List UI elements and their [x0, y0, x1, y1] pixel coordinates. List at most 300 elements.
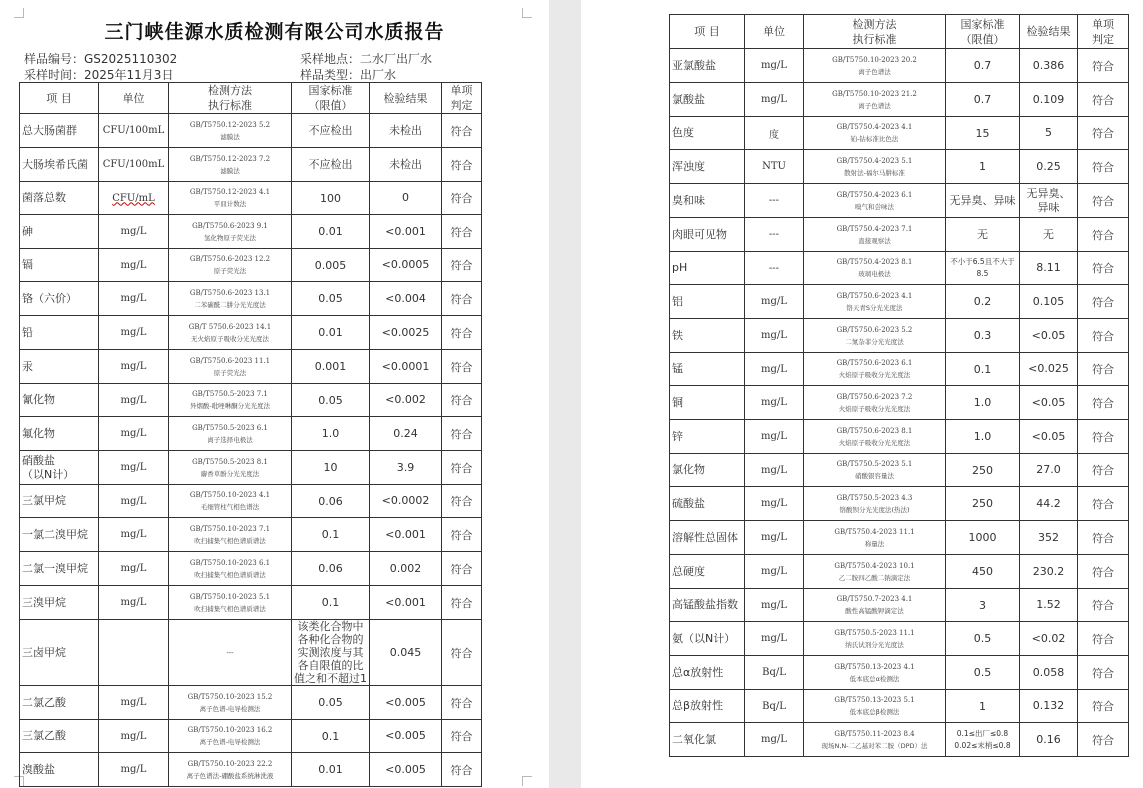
header-result: 检验结果 [1020, 15, 1078, 49]
table-row [670, 49, 1129, 83]
verdict-cell: 符合 [1078, 555, 1129, 589]
method-cell [169, 451, 292, 485]
table-row [20, 620, 482, 686]
method-standard: GB/T5750.7-2023 4.1 [836, 595, 913, 603]
method-name: 散射法-福尔马肼标准 [844, 168, 905, 177]
result-cell: <0.004 [370, 282, 442, 316]
method-standard: GB/T5750.11-2023 8.4 [834, 729, 915, 738]
item-name: 氨（以N计） [670, 622, 745, 656]
item-name: 三卤甲烷 [20, 620, 99, 686]
method-cell [169, 753, 292, 787]
unit-cell: Bq/L [745, 690, 804, 723]
limit-cell: 0.5 [946, 656, 1020, 690]
verdict-cell: 符合 [1078, 454, 1129, 487]
unit-cell: mg/L [745, 487, 804, 521]
method-cell [804, 150, 946, 184]
limit-cell: 0.1≤出厂≤0.8 0.02≤末梢≤0.8 [946, 723, 1020, 757]
limit-note: 该类化合物中各种化合物的实测浓度与其各自限值的比值之和不超过1 [294, 620, 367, 685]
method-name: 吹扫捕集气相色谱质谱法 [194, 536, 266, 545]
method-name: 玻璃电极法 [858, 270, 891, 278]
method-cell [169, 586, 292, 620]
method-cell [169, 620, 292, 686]
verdict-cell: 符合 [442, 114, 482, 148]
method-name: 硝酸银容量法 [855, 472, 894, 480]
limit-cell: 不应检出 [292, 148, 370, 182]
item-name: 锰 [670, 353, 745, 386]
method-name: 火焰原子吸收分光光度法 [838, 371, 911, 379]
item-name: 硝酸盐 （以N计） [20, 451, 99, 485]
method-cell [804, 252, 946, 285]
unit-cell: mg/L [745, 319, 804, 353]
item-name: 汞 [20, 350, 99, 384]
method-cell [804, 454, 946, 487]
item-name: 一氯二溴甲烷 [20, 518, 99, 552]
verdict-cell: 符合 [442, 753, 482, 787]
item-name: 铬（六价） [20, 282, 99, 316]
method-standard: GB/T5750.4-2023 5.1 [836, 156, 913, 165]
method-name: 吹扫捕集气相色谱质谱法 [194, 604, 266, 613]
item-name: 色度 [670, 117, 745, 150]
result-cell: 0.132 [1020, 690, 1078, 723]
unit-cell: mg/L [745, 353, 804, 386]
method-cell [804, 218, 946, 252]
item-name: 溴酸盐 [20, 753, 99, 787]
limit-cell: 0.06 [292, 485, 370, 518]
result-cell: 0.109 [1020, 83, 1078, 117]
limit-cell: 0.2 [946, 285, 1020, 319]
item-name: 溶解性总固体 [670, 521, 745, 555]
unit-cell: mg/L [745, 386, 804, 420]
item-name: 砷 [20, 215, 99, 249]
table-row [20, 720, 482, 753]
verdict-cell: 符合 [1078, 218, 1129, 252]
item-name: pH [670, 252, 745, 285]
unit-cell: mg/L [745, 49, 804, 83]
result-cell: 44.2 [1020, 487, 1078, 521]
limit-cell: 10 [292, 451, 370, 485]
verdict-cell: 符合 [1078, 487, 1129, 521]
unit-cell: mg/L [99, 249, 169, 282]
method-name: 火焰原子吸收分光光度法 [838, 438, 911, 447]
unit-cell: mg/L [745, 555, 804, 589]
item-name: 二氧化氯 [670, 723, 745, 757]
item-name: 铁 [670, 319, 745, 353]
header-verdict-line1: 单项 [1092, 17, 1114, 31]
method-standard: GB/T5750.4-2023 10.1 [834, 561, 915, 570]
method-cell [804, 723, 946, 757]
verdict-cell: 符合 [442, 350, 482, 384]
result-cell: 0.002 [370, 552, 442, 586]
item-name: 臭和味 [670, 184, 745, 218]
unit-cell: mg/L [99, 586, 169, 620]
method-cell [804, 319, 946, 353]
unit-cell: CFU/100mL [99, 114, 169, 148]
unit-cell: mg/L [745, 589, 804, 622]
result-cell: 0.16 [1020, 723, 1078, 757]
method-standard: GB/T5750.5-2023 7.1 [192, 390, 268, 398]
method-standard: GB/T5750.6-2023 13.1 [189, 288, 271, 297]
table-row [20, 518, 482, 552]
method-cell [169, 350, 292, 384]
unit-cell: NTU [745, 150, 804, 184]
method-standard: GB/T5750.5-2023 6.1 [192, 423, 268, 432]
table-row [670, 184, 1129, 218]
verdict-cell: 符合 [442, 620, 482, 686]
verdict-cell: 符合 [1078, 656, 1129, 690]
verdict-cell: 符合 [442, 215, 482, 249]
method-cell [169, 417, 292, 451]
result-cell: 1.52 [1020, 589, 1078, 622]
limit-cell: 100 [292, 182, 370, 215]
table-row [20, 485, 482, 518]
limit-cell: 1.0 [292, 417, 370, 451]
item-name: 氰化物 [20, 384, 99, 417]
method-name: 低本底总β检测法 [849, 708, 900, 716]
verdict-cell: 符合 [1078, 353, 1129, 386]
result-cell: 352 [1020, 521, 1078, 555]
method-name: 纳氏试剂分光光度法 [845, 640, 904, 649]
limit-cell: 0.06 [292, 552, 370, 586]
results-table-right [669, 14, 1129, 757]
header-limit [292, 83, 370, 114]
table-row [670, 420, 1129, 454]
table-row [670, 218, 1129, 252]
method-standard: GB/T5750.13-2023 5.1 [834, 696, 915, 704]
table-row [20, 282, 482, 316]
verdict-cell: 符合 [1078, 252, 1129, 285]
method-standard: GB/T5750.6-2023 5.2 [836, 325, 913, 334]
unit-cell: mg/L [99, 485, 169, 518]
method-name: 原子荧光法 [213, 368, 247, 377]
sample-type: 样品类型：出厂水 [300, 68, 397, 82]
result-cell: <0.025 [1020, 353, 1078, 386]
method-cell [804, 184, 946, 218]
item-name: 肉眼可见物 [670, 218, 745, 252]
method-standard: GB/T5750.5-2023 5.1 [836, 460, 913, 468]
limit-cell: 450 [946, 555, 1020, 589]
limit-cell: 250 [946, 454, 1020, 487]
table-row [670, 150, 1129, 184]
unit-cell: mg/L [99, 417, 169, 451]
verdict-cell: 符合 [1078, 521, 1129, 555]
method-name: 离子色谱-电导检测法 [199, 704, 261, 713]
result-cell: 未检出 [370, 114, 442, 148]
method-cell [804, 353, 946, 386]
verdict-cell: 符合 [442, 720, 482, 753]
method-standard: GB/T5750.4-2023 11.1 [834, 527, 915, 536]
table-row [20, 552, 482, 586]
limit-cell: 0.01 [292, 753, 370, 787]
table-row [20, 586, 482, 620]
unit-cell: mg/L [745, 420, 804, 454]
limit-cell: 1.0 [946, 386, 1020, 420]
header-unit: 单位 [99, 83, 169, 114]
verdict-cell: 符合 [1078, 589, 1129, 622]
table-row [670, 589, 1129, 622]
results-table-left [19, 82, 482, 787]
unit-cell: --- [745, 184, 804, 218]
method-cell [169, 114, 292, 148]
verdict-cell: 符合 [442, 518, 482, 552]
verdict-cell: 符合 [442, 148, 482, 182]
method-name: 乙二胺四乙酸二钠滴定法 [838, 573, 911, 582]
method-cell [804, 622, 946, 656]
table-row [670, 622, 1129, 656]
result-cell: 0.045 [370, 620, 442, 686]
header-verdict-line2: 判定 [450, 99, 473, 112]
item-name: 大肠埃希氏菌 [20, 148, 99, 182]
unit-cell: mg/L [745, 723, 804, 757]
method-standard: GB/T5750.10-2023 21.2 [832, 89, 917, 98]
unit-cell: mg/L [99, 384, 169, 417]
method-standard: GB/T5750.10-2023 4.1 [189, 491, 271, 499]
table-row [20, 753, 482, 787]
table-row [20, 686, 482, 720]
method-standard: GB/T5750.10-2023 7.1 [189, 524, 271, 533]
method-cell [804, 386, 946, 420]
method-cell [169, 316, 292, 350]
method-cell [169, 215, 292, 249]
method-cell [804, 49, 946, 83]
method-standard: GB/T5750.6-2023 6.1 [836, 359, 913, 367]
method-standard: GB/T5750.12-2023 7.2 [189, 154, 271, 163]
table-row [20, 350, 482, 384]
method-standard: GB/T5750.5-2023 8.1 [192, 457, 268, 466]
item-name: 菌落总数 [20, 182, 99, 215]
table-row [20, 417, 482, 451]
item-name: 氯化物 [670, 454, 745, 487]
limit-cell: 不应检出 [292, 114, 370, 148]
item-name: 三氯甲烷 [20, 485, 99, 518]
method-name: 现场N,N-二乙基对苯二胺（DPD）法 [821, 741, 928, 750]
method-cell [804, 117, 946, 150]
method-standard: GB/T5750.6-2023 8.1 [836, 426, 913, 435]
table-header-row [670, 15, 1129, 49]
item-name: 二氯乙酸 [20, 686, 99, 720]
method-standard: GB/T5750.12-2023 5.2 [189, 120, 271, 129]
method-name: 离子选择电极法 [207, 435, 253, 444]
table-row [670, 117, 1129, 150]
result-cell: 0.058 [1020, 656, 1078, 690]
table-row [670, 353, 1129, 386]
verdict-cell: 符合 [442, 586, 482, 620]
unit-cell: CFU/100mL [99, 148, 169, 182]
limit-cell: 不小于6.5且不大于8.5 [946, 252, 1020, 285]
method-name: 二苯碳酰二肼分光光度法 [194, 300, 266, 309]
method-cell [804, 521, 946, 555]
header-limit-line1: 国家标准 [308, 84, 353, 97]
item-name: 镉 [20, 249, 99, 282]
item-name: 高锰酸盐指数 [670, 589, 745, 622]
result-cell: 无异臭、 异味 [1020, 184, 1078, 218]
table-row [670, 83, 1129, 117]
limit-cell: 0.05 [292, 282, 370, 316]
method-standard: GB/T5750.4-2023 8.1 [836, 258, 913, 266]
limit-cell: 0.1 [292, 586, 370, 620]
verdict-cell: 符合 [442, 417, 482, 451]
method-standard: GB/T5750.10-2023 15.2 [187, 692, 273, 701]
result-cell: 0 [370, 182, 442, 215]
unit-cell: 度 [745, 117, 804, 150]
result-cell: 未检出 [370, 148, 442, 182]
verdict-cell: 符合 [1078, 386, 1129, 420]
header-method-line2: 执行标准 [208, 99, 252, 112]
verdict-cell: 符合 [1078, 285, 1129, 319]
header-limit [946, 15, 1020, 49]
method-standard: GB/T5750.6-2023 7.2 [836, 392, 913, 401]
method-name: 离子色谱法 [858, 67, 891, 76]
method-name: 离子色谱-电导检测法 [199, 738, 261, 746]
table-row [20, 182, 482, 215]
item-name: 总大肠菌群 [20, 114, 99, 148]
table-row [670, 386, 1129, 420]
limit-cell: 1 [946, 690, 1020, 723]
header-limit-line2: （限值） [960, 32, 1005, 46]
method-name: 麝香草酚分光光度法 [200, 469, 260, 478]
table-row [20, 316, 482, 350]
method-name: 离子色谱法 [858, 101, 891, 110]
table-row [20, 249, 482, 282]
unit-cell: mg/L [745, 622, 804, 656]
method-cell [804, 589, 946, 622]
header-verdict [1078, 15, 1129, 49]
result-cell: <0.001 [370, 215, 442, 249]
method-standard: GB/T5750.10-2023 5.1 [189, 592, 271, 601]
report-page-right [581, 0, 1143, 788]
item-name: 浑浊度 [670, 150, 745, 184]
method-name: 铬天青S分光光度法 [846, 303, 903, 312]
result-cell: 0.105 [1020, 285, 1078, 319]
limit-cell: 3 [946, 589, 1020, 622]
item-name: 铅 [20, 316, 99, 350]
method-name: 氢化物原子荧光法 [204, 233, 256, 242]
table-row [20, 215, 482, 249]
header-method-line1: 检测方法 [852, 17, 897, 31]
verdict-cell: 符合 [442, 316, 482, 350]
unit-cell: mg/L [99, 282, 169, 316]
method-cell [169, 485, 292, 518]
limit-cell: 0.5 [946, 622, 1020, 656]
item-name: 亚氯酸盐 [670, 49, 745, 83]
method-name: 无火焰原子吸收分光光度法 [191, 334, 269, 343]
result-cell: <0.0025 [370, 316, 442, 350]
limit-cell: 0.005 [292, 249, 370, 282]
verdict-cell: 符合 [1078, 723, 1129, 757]
table-row [20, 148, 482, 182]
method-cell [804, 487, 946, 521]
result-cell: 5 [1020, 117, 1078, 150]
method-cell [169, 384, 292, 417]
unit-cell: Bq/L [745, 656, 804, 690]
unit-cell: mg/L [99, 316, 169, 350]
table-row [670, 454, 1129, 487]
table-row [670, 521, 1129, 555]
result-cell: 8.11 [1020, 252, 1078, 285]
method-cell [169, 720, 292, 753]
method-name: 毛细管柱气相色谱法 [200, 503, 260, 511]
method-name: 铬酸钡分光光度法(热法) [839, 505, 910, 514]
item-name: 总β放射性 [670, 690, 745, 723]
method-name: 平皿计数法 [213, 200, 247, 208]
method-standard: GB/T5750.13-2023 4.1 [834, 662, 915, 671]
verdict-cell: 符合 [442, 485, 482, 518]
method-standard: GB/T5750.10-2023 22.2 [187, 759, 273, 768]
method-cell [169, 282, 292, 316]
method-name: 直接观察法 [858, 236, 891, 245]
result-cell: <0.05 [1020, 386, 1078, 420]
verdict-cell: 符合 [1078, 622, 1129, 656]
limit-cell: 1.0 [946, 420, 1020, 454]
result-cell: <0.005 [370, 686, 442, 720]
method-standard: GB/T5750.10-2023 20.2 [832, 55, 917, 64]
method-cell [169, 518, 292, 552]
unit-cell: mg/L [99, 518, 169, 552]
limit-cell: 250 [946, 487, 1020, 521]
method-standard: GB/T5750.6-2023 9.1 [192, 221, 268, 230]
sample-site: 采样地点：二水厂出厂水 [300, 52, 433, 66]
header-verdict-line2: 判定 [1092, 32, 1114, 46]
unit-cell: mg/L [99, 552, 169, 586]
limit-cell: 0.1 [292, 720, 370, 753]
header-method [804, 15, 946, 49]
header-limit-line2: （限值） [308, 99, 353, 112]
limit-cell: 0.01 [292, 316, 370, 350]
limit-cell: 无异臭、异味 [946, 184, 1020, 218]
result-cell: <0.005 [370, 753, 442, 787]
item-name: 三溴甲烷 [20, 586, 99, 620]
result-cell: <0.05 [1020, 319, 1078, 353]
verdict-cell: 符合 [442, 182, 482, 215]
result-cell: <0.0001 [370, 350, 442, 384]
result-cell: 无 [1020, 218, 1078, 252]
result-cell: <0.0002 [370, 485, 442, 518]
table-row [20, 451, 482, 485]
table-row [670, 656, 1129, 690]
method-standard: GB/T5750.10-2023 6.1 [189, 558, 271, 567]
result-cell: 0.24 [370, 417, 442, 451]
verdict-cell: 符合 [442, 686, 482, 720]
verdict-cell: 符合 [1078, 83, 1129, 117]
limit-cell: 0.1 [292, 518, 370, 552]
header-method [169, 83, 292, 114]
unit-cell: mg/L [745, 285, 804, 319]
method-standard: GB/T5750.4-2023 6.1 [836, 190, 913, 199]
verdict-cell: 符合 [1078, 420, 1129, 454]
item-name: 总硬度 [670, 555, 745, 589]
verdict-cell: 符合 [442, 552, 482, 586]
table-row [20, 114, 482, 148]
report-page-left [0, 0, 549, 788]
unit-cell: mg/L [745, 521, 804, 555]
verdict-cell: 符合 [1078, 117, 1129, 150]
table-row [670, 285, 1129, 319]
limit-cell: 0.05 [292, 384, 370, 417]
header-limit-line1: 国家标准 [960, 17, 1005, 31]
item-name: 铜 [670, 386, 745, 420]
method-standard: GB/T5750.4-2023 4.1 [836, 123, 913, 131]
item-name: 三氯乙酸 [20, 720, 99, 753]
limit-cell: 0.01 [292, 215, 370, 249]
table-header-row [20, 83, 482, 114]
method-name: 低本底总α检测法 [849, 674, 900, 683]
limit-cell: 15 [946, 117, 1020, 150]
unit-cell: mg/L [99, 215, 169, 249]
item-name: 二氯一溴甲烷 [20, 552, 99, 586]
item-name: 氯酸盐 [670, 83, 745, 117]
item-name: 硫酸盐 [670, 487, 745, 521]
result-cell: 3.9 [370, 451, 442, 485]
limit-cell: 1 [946, 150, 1020, 184]
